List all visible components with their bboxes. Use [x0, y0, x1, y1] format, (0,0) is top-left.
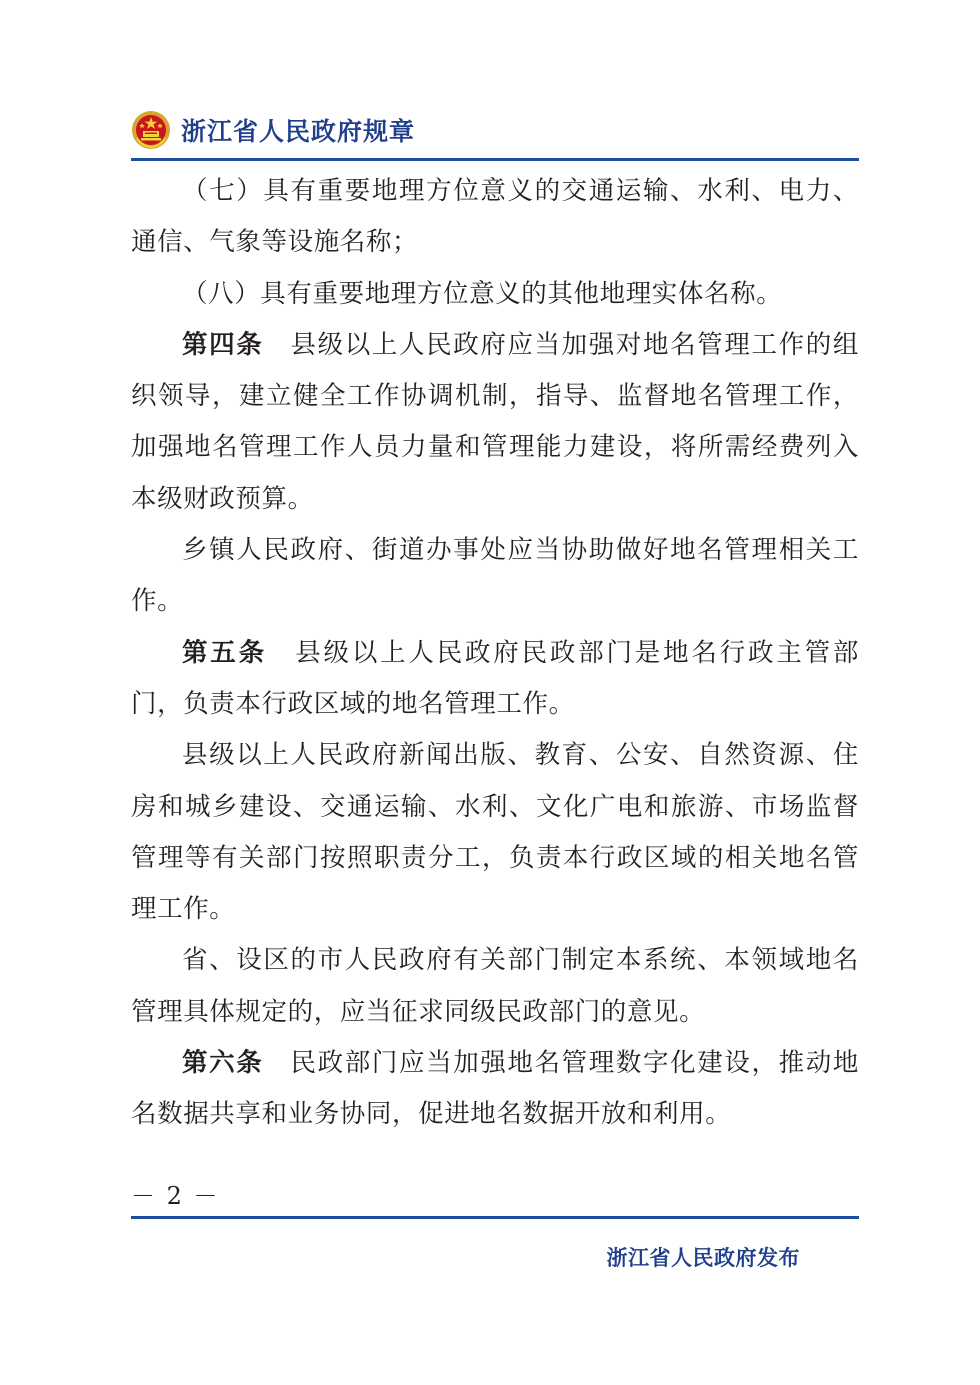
page-number: － 2 － [131, 1182, 220, 1210]
article-paragraph [131, 628, 859, 731]
paragraph-text: 民政部门应当加强地名管理数字化建设，推动地名数据共享和业务协同，促进地名数据开放和利用。 [131, 1048, 859, 1130]
paragraph-text: （八）具有重要地理方位意义的其他地理实体名称。 [182, 278, 783, 309]
paragraph [131, 166, 859, 269]
article-paragraph [131, 1038, 859, 1141]
article-heading: 第四条 [182, 329, 264, 360]
header-title: 浙江省人民政府规章 [181, 117, 416, 146]
paragraph-text: 县级以上人民政府应当加强对地名管理工作的组织领导，建立健全工作协调机制，指导、监督地名管理工作，加强地名管理工作人员力量和管理能力建设，将所需经费列入本级财政预算。 [131, 329, 859, 514]
paragraph-text: 乡镇人民政府、街道办事处应当协助做好地名管理相关工作。 [131, 535, 859, 617]
footer-divider [131, 1216, 859, 1219]
paragraph [131, 935, 859, 1038]
header-divider [131, 158, 859, 161]
footer-publisher: 浙江省人民政府发布 [606, 1246, 800, 1270]
paragraph-text: 省、设区的市人民政府有关部门制定本系统、本领域地名管理具体规定的，应当征求同级民政部门的意见。 [131, 945, 859, 1027]
paragraph [131, 269, 859, 320]
paragraph [131, 730, 859, 935]
article-heading: 第六条 [182, 1048, 264, 1079]
paragraph-text: （七）具有重要地理方位意义的交通运输、水利、电力、通信、气象等设施名称； [131, 176, 859, 258]
page-header [131, 104, 859, 156]
national-emblem-icon [131, 110, 171, 150]
paragraph [131, 525, 859, 628]
document-body [131, 166, 859, 1141]
article-paragraph [131, 320, 859, 525]
article-heading: 第五条 [182, 637, 267, 668]
paragraph-text: 县级以上人民政府民政部门是地名行政主管部门，负责本行政区域的地名管理工作。 [131, 637, 859, 719]
paragraph-text: 县级以上人民政府新闻出版、教育、公安、自然资源、住房和城乡建设、交通运输、水利、文化广电和旅游、市场监督管理等有关部门按照职责分工，负责本行政区域的相关地名管理工作。 [131, 740, 859, 925]
